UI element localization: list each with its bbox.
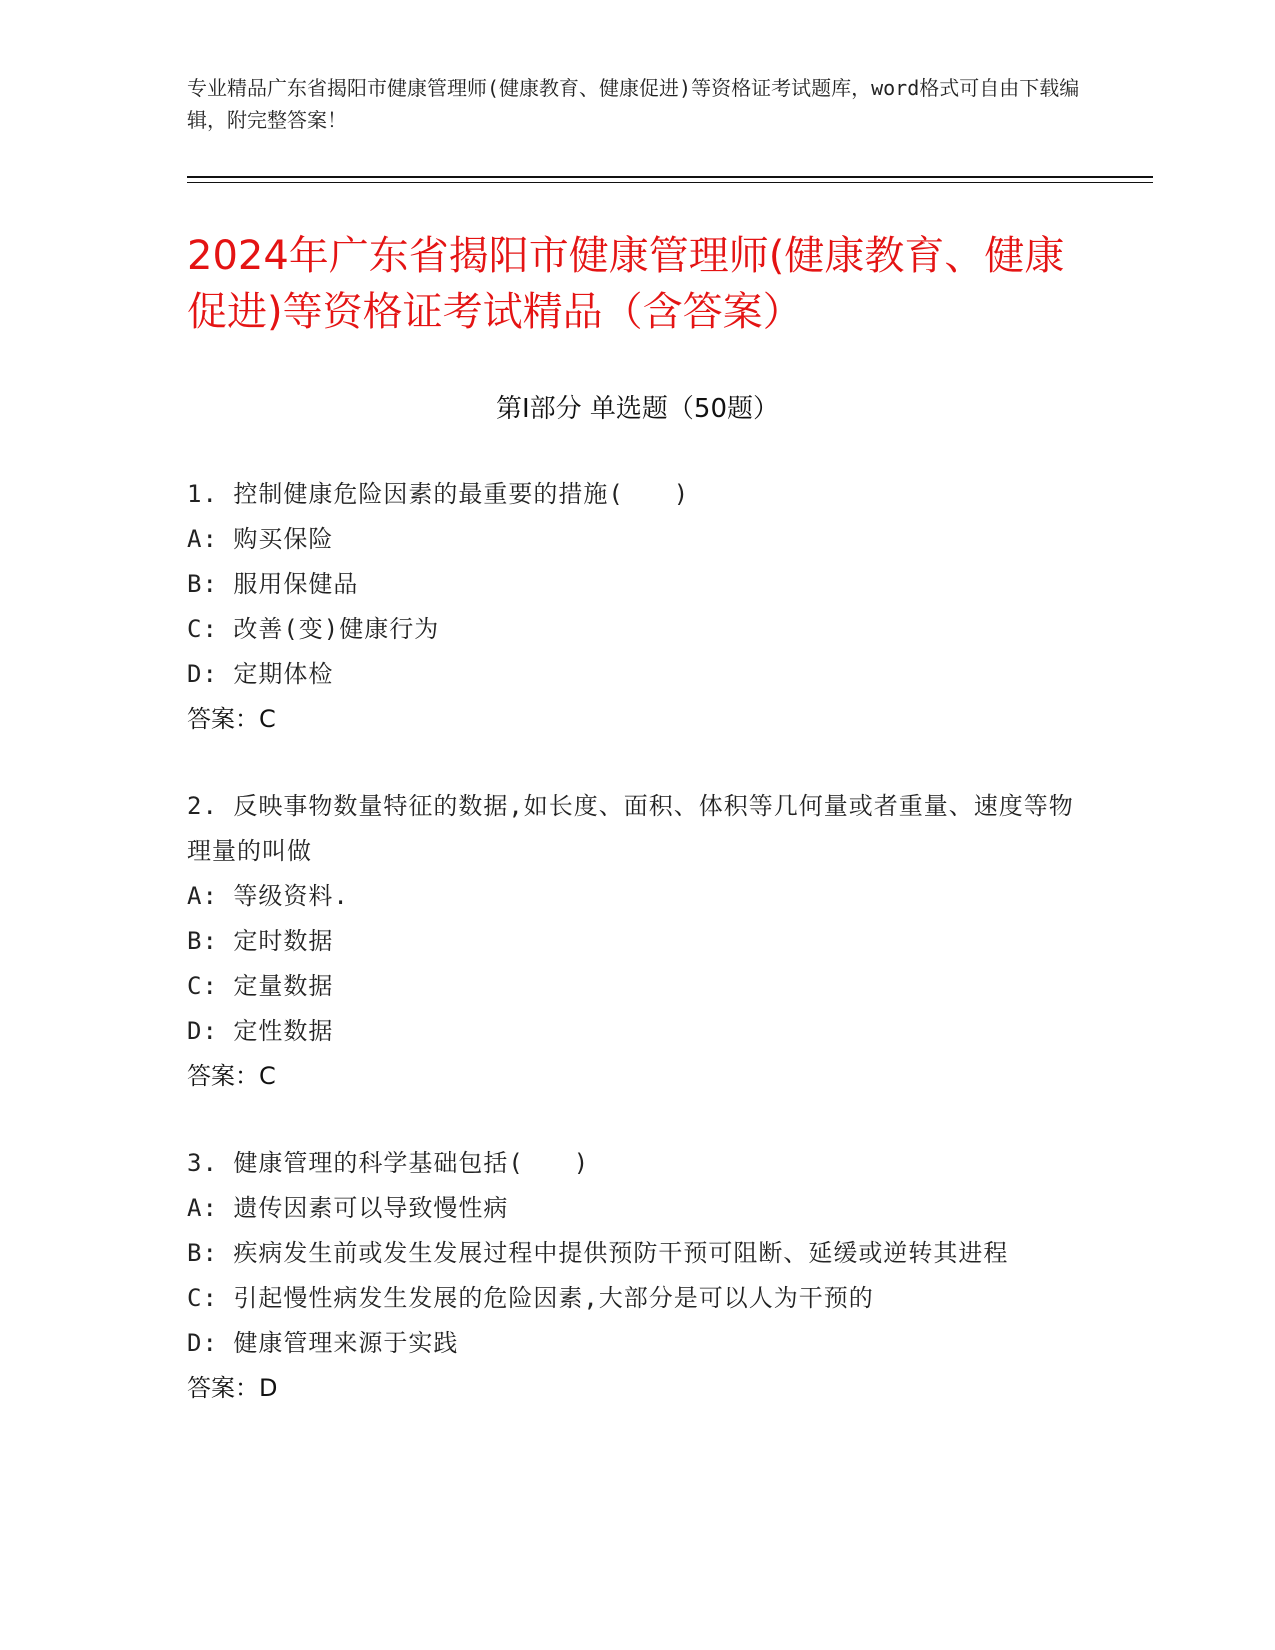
option-a: A: 等级资料. [187,882,349,910]
question-list [187,472,1087,1453]
question-1 [187,472,1087,742]
question-stem: 2. 反映事物数量特征的数据,如长度、面积、体积等几何量或者重量、速度等物理量的叫做 [187,792,1074,865]
option-b: B: 疾病发生前或发生发展过程中提供预防干预可阻断、延缓或逆转其进程 [187,1239,1009,1267]
section-heading: 第Ⅰ部分 单选题（50题） [495,394,780,424]
option-d: D: 定期体检 [187,660,334,688]
option-a: A: 购买保险 [187,525,334,553]
question-stem: 1. 控制健康危险因素的最重要的措施( ) [187,480,690,508]
option-a: A: 遗传因素可以导致慢性病 [187,1194,509,1222]
option-d: D: 健康管理来源于实践 [187,1329,459,1357]
option-d: D: 定性数据 [187,1017,334,1045]
answer: 答案：C [187,705,276,733]
option-c: C: 定量数据 [187,972,334,1000]
option-c: C: 改善(变)健康行为 [187,615,440,643]
header-divider-thin [187,182,1153,183]
option-b: B: 定时数据 [187,927,334,955]
option-c: C: 引起慢性病发生发展的危险因素,大部分是可以人为干预的 [187,1284,874,1312]
question-3 [187,1141,1087,1411]
option-b: B: 服用保健品 [187,570,359,598]
answer: 答案：D [187,1374,278,1402]
document-title: 2024年广东省揭阳市健康管理师(健康教育、健康促进)等资格证考试精品（含答案） [187,233,1065,335]
answer: 答案：C [187,1062,276,1090]
question-2 [187,784,1087,1099]
question-stem: 3. 健康管理的科学基础包括( ) [187,1149,590,1177]
header-divider [187,176,1153,178]
header-note: 专业精品广东省揭阳市健康管理师(健康教育、健康促进)等资格证考试题库，word格式可自由下载编辑，附完整答案！ [187,76,1080,132]
